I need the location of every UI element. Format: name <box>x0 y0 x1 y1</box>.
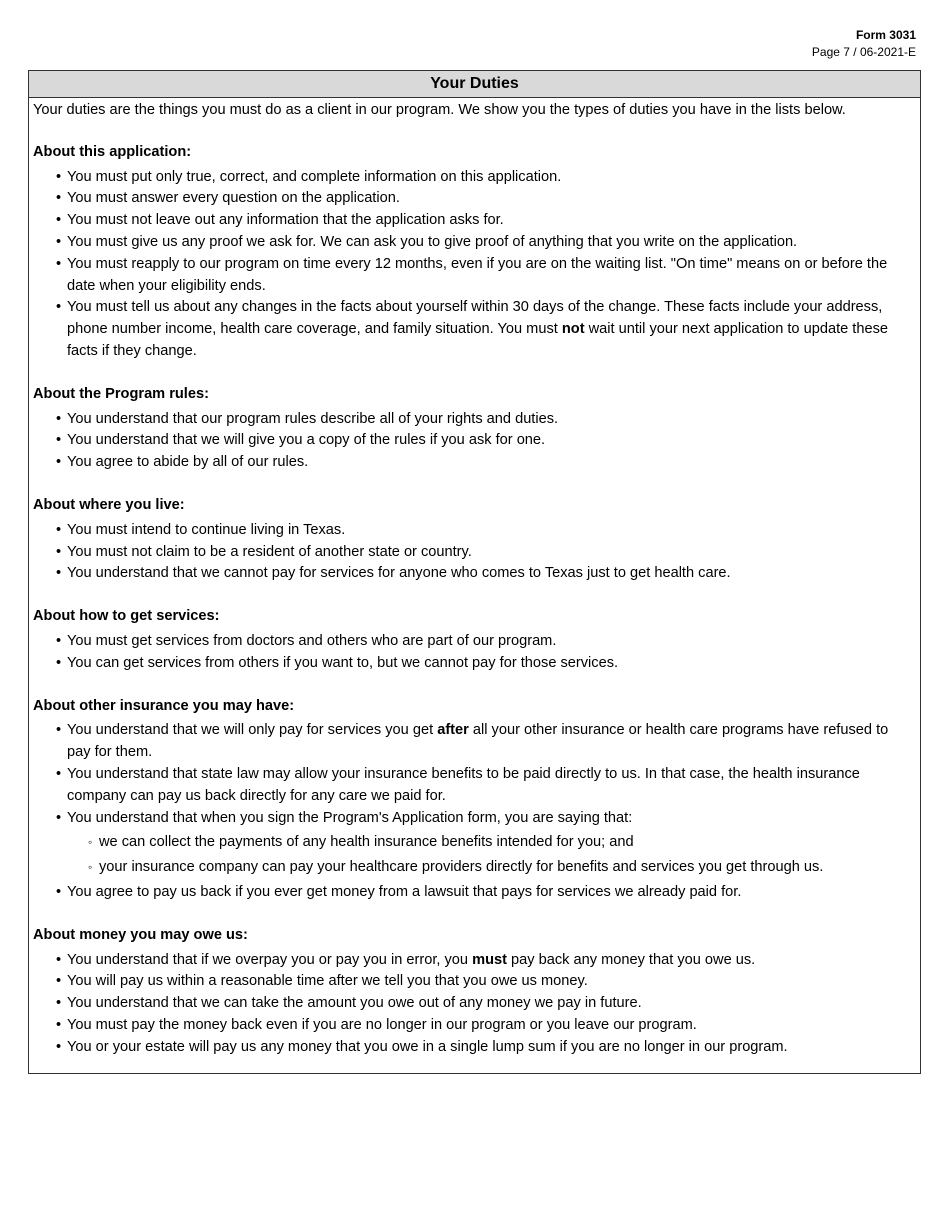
section-heading: About the Program rules: <box>33 385 209 402</box>
duty-item <box>33 254 910 298</box>
duty-list <box>33 520 910 585</box>
duty-item <box>33 520 910 542</box>
item-text: You must not leave out any information that the application asks for. <box>67 212 504 229</box>
duty-list <box>33 409 910 474</box>
duty-item <box>33 653 910 675</box>
section-heading: About where you live: <box>33 496 185 513</box>
item-text: You understand that state law may allow your insurance benefits to be paid directly to us. In that case, the health insurance company can pay us back directly for any care we paid for. <box>67 765 860 804</box>
item-text: You must get services from doctors and others who are part of our program. <box>67 632 557 649</box>
section-heading: About other insurance you may have: <box>33 697 295 714</box>
item-text: You can get services from others if you want to, but we cannot pay for those services. <box>67 654 619 671</box>
duty-item <box>33 971 910 993</box>
item-text: You understand that we can take the amount you owe out of any money we pay in future. <box>67 995 642 1012</box>
duty-section <box>33 384 910 474</box>
duty-item <box>33 631 910 653</box>
section-heading: About how to get services: <box>33 608 220 625</box>
duty-item <box>33 232 910 254</box>
duty-sections <box>33 142 910 1059</box>
duty-section <box>33 142 910 363</box>
sub-list <box>67 832 910 879</box>
item-text: You understand that if we overpay you or pay you in error, you <box>67 951 473 968</box>
item-text: You must reapply to our program on time every 12 months, even if you are on the waiting list. "On time" means on or before the date when your eligibility ends. <box>67 255 888 294</box>
item-text: You must not claim to be a resident of another state or country. <box>67 543 472 560</box>
form-header <box>812 27 916 61</box>
item-text: pay back any money that you owe us. <box>506 951 756 968</box>
duty-list <box>33 167 910 363</box>
duty-item <box>33 993 910 1015</box>
duty-item <box>33 409 910 431</box>
item-text: You understand that when you sign the Program's Application form, you are saying that: <box>67 809 633 826</box>
duties-box <box>28 70 921 1074</box>
duty-item <box>33 1015 910 1037</box>
item-text: You must tell us about any changes in the facts about yourself within 30 days of the change. These facts include your address, phone number income, health care coverage, and family situation. You must <box>67 299 883 338</box>
duty-list <box>33 720 910 903</box>
item-text: You agree to pay us back if you ever get money from a lawsuit that pays for services we already paid for. <box>67 883 742 900</box>
duty-list <box>33 950 910 1059</box>
sub-item: ◦ we can collect the payments of any health insurance benefits intended for you; and <box>33 832 910 854</box>
section-title-bar: Your Duties <box>29 71 920 98</box>
emphasis-text: not <box>561 321 585 338</box>
item-text: You must answer every question on the application. <box>67 190 400 207</box>
item-text: You understand that our program rules describe all of your rights and duties. <box>67 410 559 427</box>
duty-item <box>33 297 910 362</box>
item-text: all your other insurance or health care programs have refused to pay for them. <box>67 722 889 761</box>
duty-item <box>33 1037 910 1059</box>
section-heading: About money you may owe us: <box>33 926 248 943</box>
item-text: You understand that we will give you a copy of the rules if you ask for one. <box>67 432 546 449</box>
duty-item <box>33 882 910 904</box>
item-text: You agree to abide by all of our rules. <box>67 454 309 471</box>
item-text: You must put only true, correct, and complete information on this application. <box>67 168 562 185</box>
item-text: You will pay us within a reasonable time after we tell you that you owe us money. <box>67 973 588 990</box>
item-text: You or your estate will pay us any money that you owe in a single lump sum if you are no longer in our program. <box>67 1038 788 1055</box>
duty-section <box>33 606 910 674</box>
duty-item <box>33 720 910 764</box>
duties-content <box>29 98 920 1058</box>
duty-item <box>33 188 910 210</box>
item-text: You must pay the money back even if you are no longer in our program or you leave our program. <box>67 1016 697 1033</box>
duty-item <box>33 563 910 585</box>
duty-item <box>33 452 910 474</box>
item-text: You understand that we will only pay for services you get <box>67 722 438 739</box>
emphasis-text: must <box>472 951 507 968</box>
duty-list <box>33 631 910 675</box>
duty-item <box>33 950 910 972</box>
item-text: You understand that we cannot pay for services for anyone who comes to Texas just to get health care. <box>67 565 731 582</box>
duty-item <box>33 430 910 452</box>
duty-section <box>33 696 910 904</box>
form-number: Form 3031 <box>855 28 916 42</box>
duty-section <box>33 495 910 585</box>
emphasis-text: after <box>437 722 469 739</box>
page-info: Page 7 / 06-2021-E <box>811 45 916 59</box>
duty-section <box>33 925 910 1059</box>
duty-item <box>33 542 910 564</box>
item-text: You must give us any proof we ask for. We can ask you to give proof of anything that you write on the application. <box>67 233 798 250</box>
section-heading: About this application: <box>33 143 192 160</box>
duty-item <box>33 764 910 808</box>
duty-item <box>33 167 910 189</box>
intro-text: Your duties are the things you must do as a client in our program. We show you the types of duties you have in the lists below. <box>33 102 846 118</box>
item-text: You must intend to continue living in Texas. <box>67 521 346 538</box>
sub-item: ◦ your insurance company can pay your healthcare providers directly for benefits and services you get through us. <box>33 857 910 879</box>
duty-item <box>33 210 910 232</box>
item-text: wait until your next application to update these facts if they change. <box>67 321 888 359</box>
duty-item <box>33 808 910 879</box>
